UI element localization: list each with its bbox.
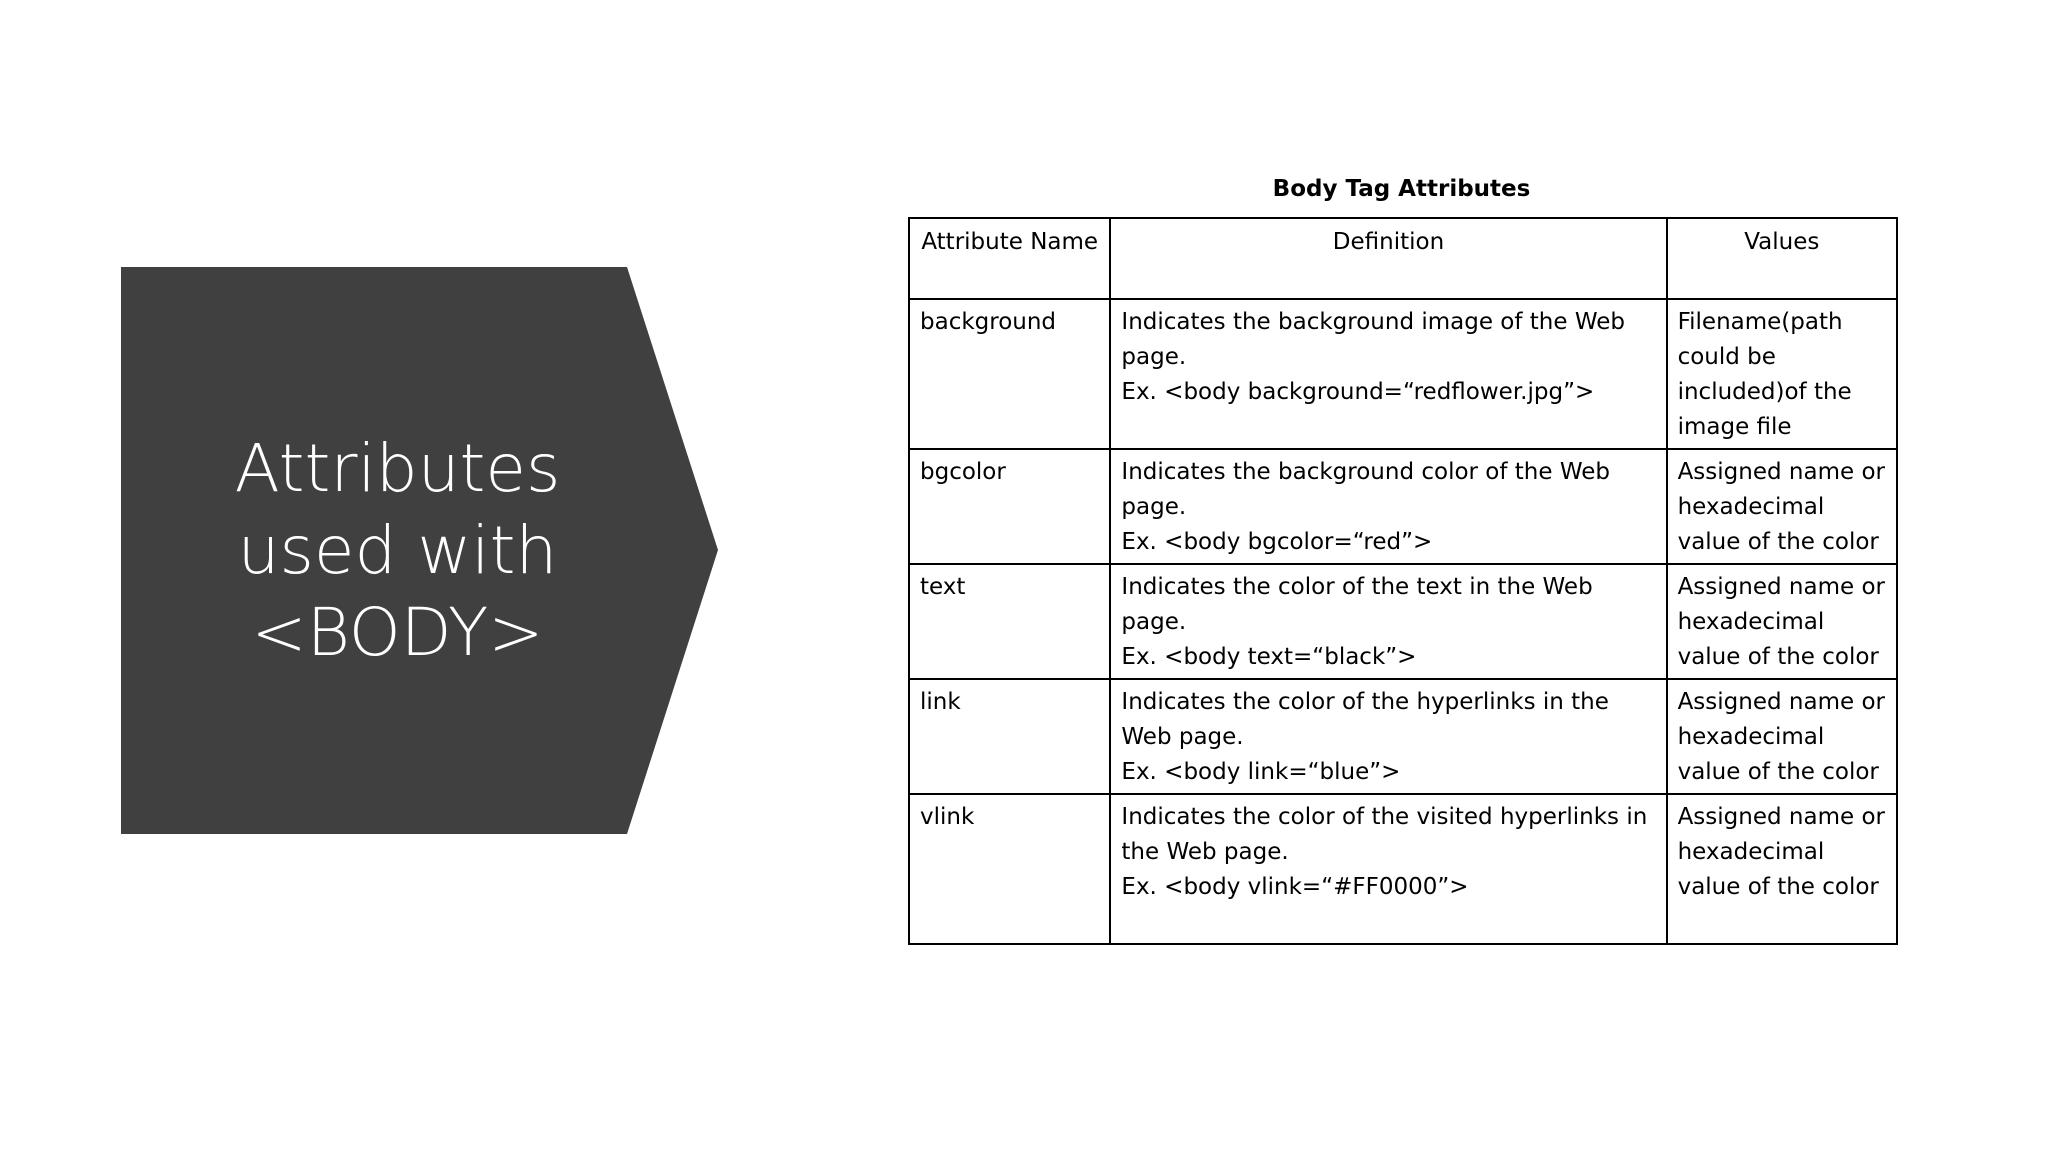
definition-cell	[1110, 679, 1666, 794]
body-attributes-table	[908, 217, 1898, 945]
header-definition: Definition	[1110, 218, 1666, 299]
attribute-name-cell: background	[909, 299, 1110, 449]
values-cell: Assigned name or hexadecimal value of the color	[1667, 449, 1897, 564]
values-cell: Filename(path could be included)of the image file	[1667, 299, 1897, 449]
example-text: Ex. <body link=“blue”>	[1121, 759, 1401, 785]
table-row	[909, 564, 1897, 679]
definition-cell	[1110, 564, 1666, 679]
table-row	[909, 679, 1897, 794]
slide-title-line-1: Attributes	[234, 429, 561, 507]
definition-text: Indicates the color of the visited hyperlinks in the Web page.	[1121, 804, 1648, 865]
table-row	[909, 449, 1897, 564]
table-header-row	[909, 218, 1897, 299]
values-cell: Assigned name or hexadecimal value of the color	[1667, 564, 1897, 679]
values-cell: Assigned name or hexadecimal value of the color	[1667, 679, 1897, 794]
example-text: Ex. <body text=“black”>	[1121, 644, 1417, 670]
slide-title-line-2: used with	[237, 511, 558, 589]
header-values: Values	[1667, 218, 1897, 299]
definition-text: Indicates the background image of the Web page.	[1121, 309, 1625, 370]
definition-text: Indicates the background color of the Web page.	[1121, 459, 1610, 520]
example-text: Ex. <body vlink=“#FF0000”>	[1121, 874, 1469, 900]
table-caption: Body Tag Attributes	[1272, 176, 1531, 202]
definition-cell	[1110, 794, 1666, 944]
attribute-name-cell: link	[909, 679, 1110, 794]
table-row	[909, 299, 1897, 449]
definition-text: Indicates the color of the hyperlinks in the Web page.	[1121, 689, 1609, 750]
attribute-name-cell: vlink	[909, 794, 1110, 944]
definition-cell	[1110, 299, 1666, 449]
attribute-name-cell: text	[909, 564, 1110, 679]
example-text: Ex. <body background=“redflower.jpg”>	[1121, 379, 1595, 405]
definition-cell	[1110, 449, 1666, 564]
example-text: Ex. <body bgcolor=“red”>	[1121, 529, 1433, 555]
slide-title-line-3: <BODY>	[251, 593, 544, 671]
slide-title	[121, 267, 674, 834]
values-cell: Assigned name or hexadecimal value of the color	[1667, 794, 1897, 944]
table-row	[909, 794, 1897, 944]
header-attribute-name: Attribute Name	[909, 218, 1110, 299]
title-pentagon-shape	[121, 267, 718, 834]
definition-text: Indicates the color of the text in the Web page.	[1121, 574, 1593, 635]
attribute-name-cell: bgcolor	[909, 449, 1110, 564]
